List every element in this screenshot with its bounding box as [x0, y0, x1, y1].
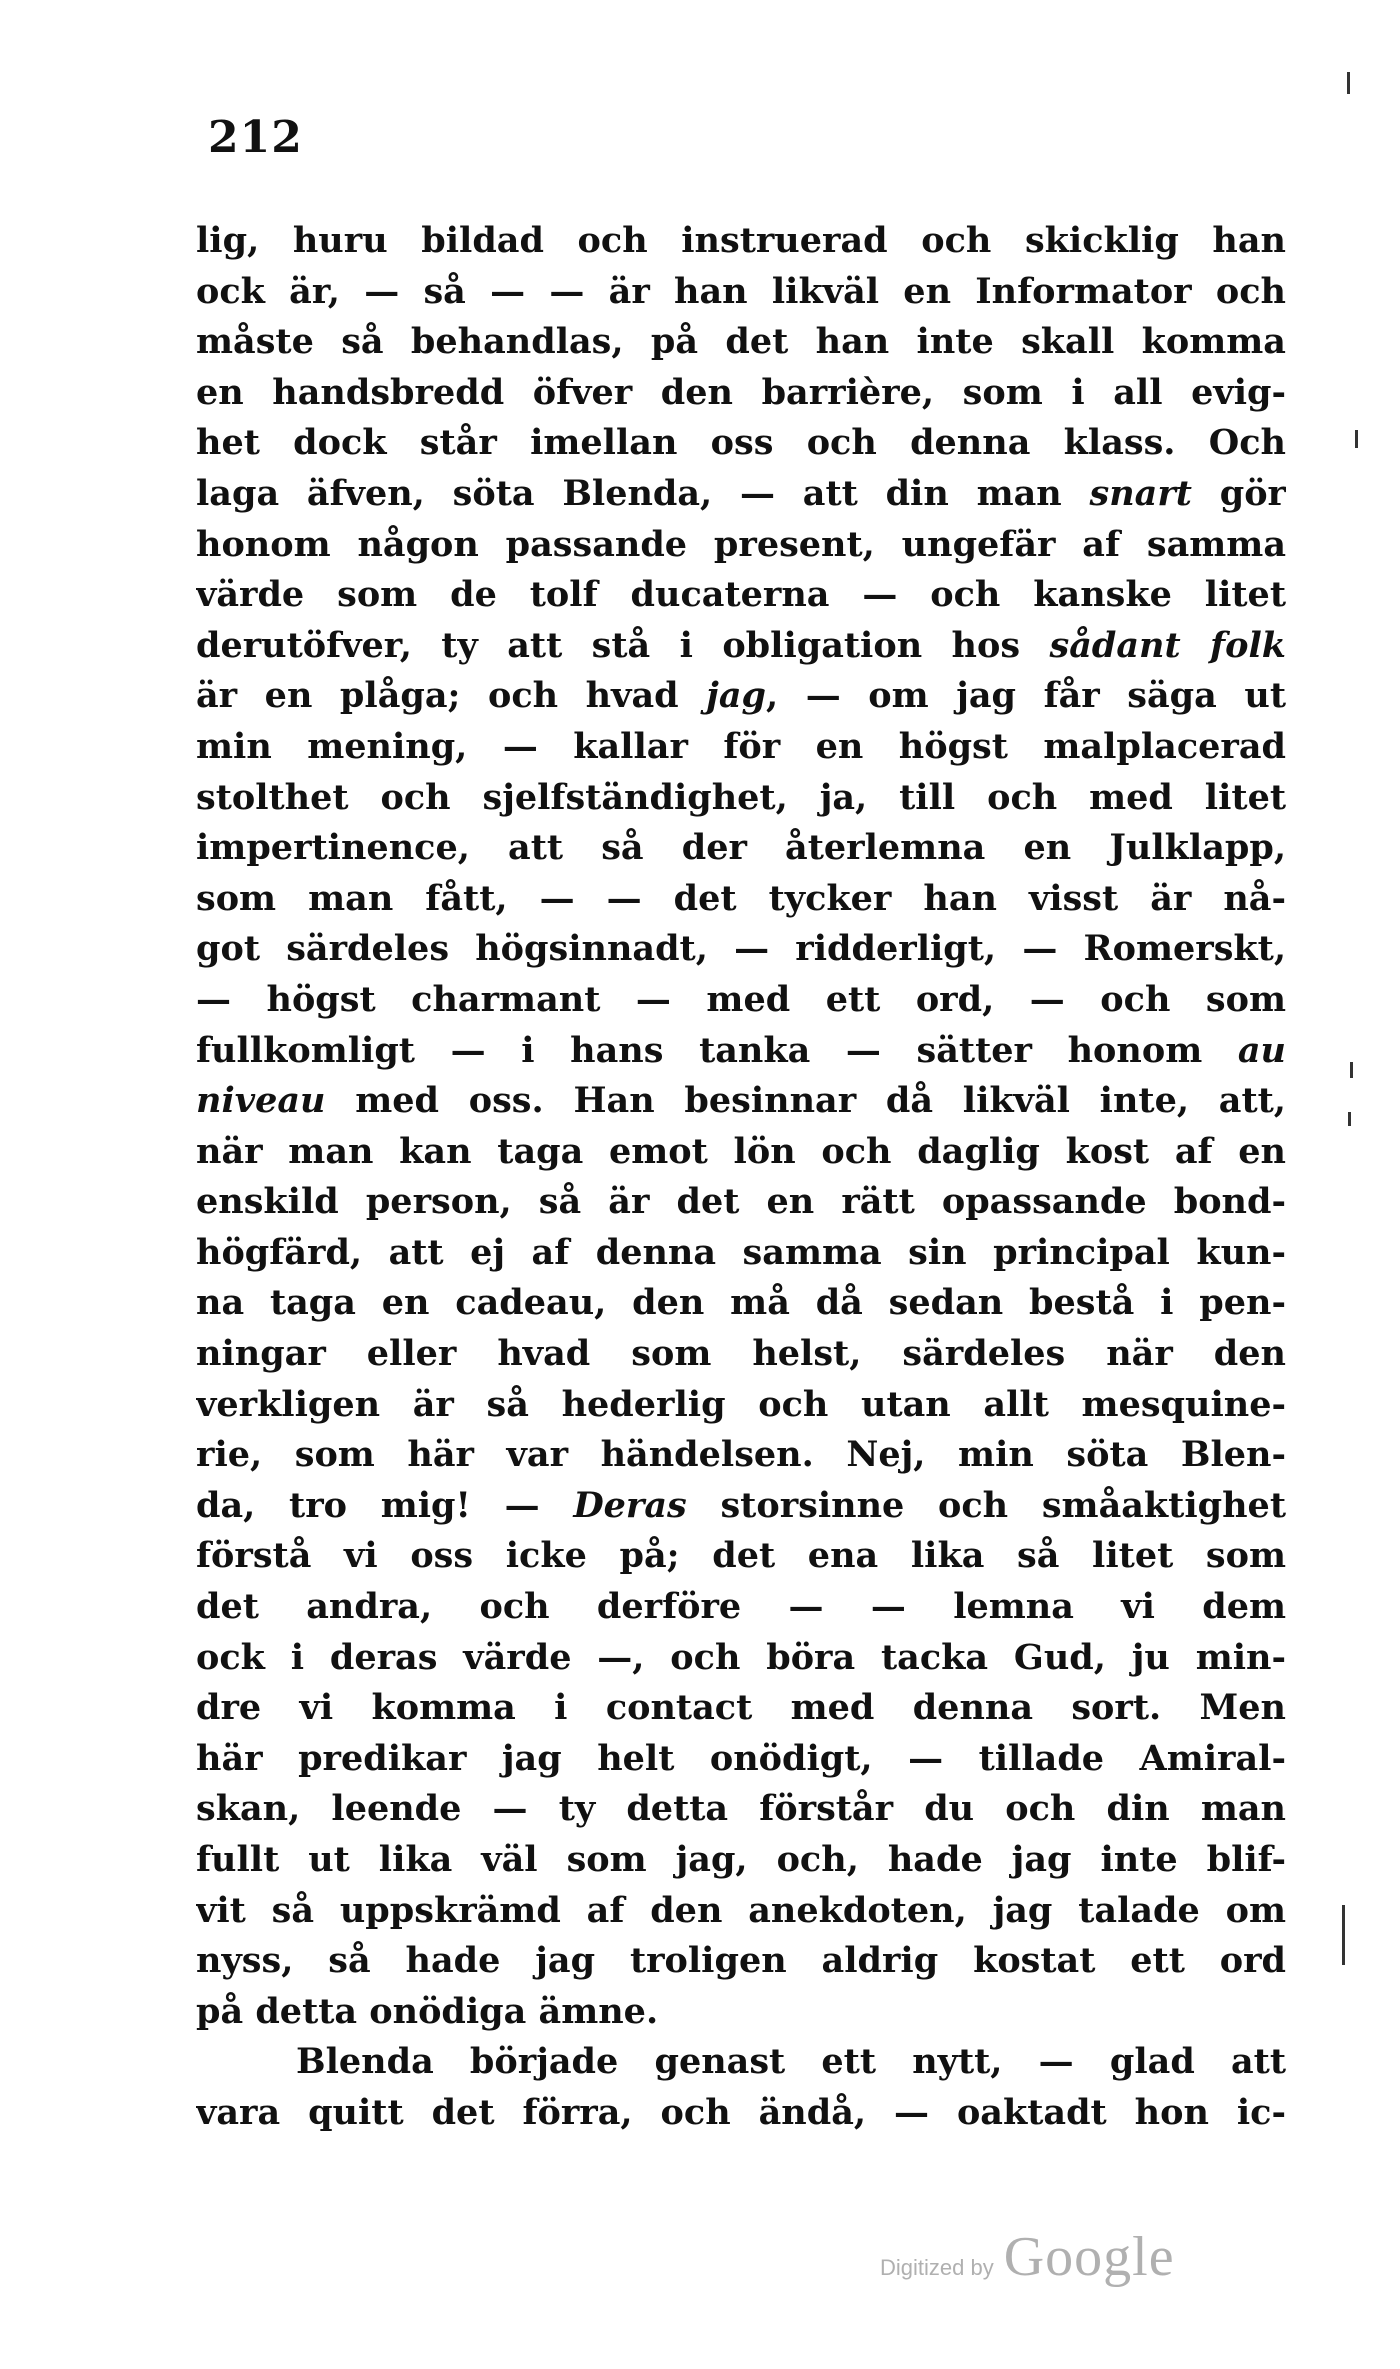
- italic-text: jag: [706, 675, 766, 717]
- text-span: ock i deras värde —, och böra tacka Gud, ju min-: [196, 1636, 1286, 1678]
- text-line: [196, 1633, 1286, 1684]
- text-span: enskild person, så är det en rätt opassande bond-: [196, 1181, 1286, 1223]
- text-span: min mening, — kallar för en högst malplacerad: [196, 725, 1286, 767]
- text-line: [196, 874, 1286, 925]
- digitized-by-watermark: [880, 2225, 1175, 2289]
- google-logo: Google: [1003, 2226, 1175, 2288]
- page-number: 212: [208, 112, 303, 163]
- text-line: [196, 671, 1286, 722]
- text-span: det andra, och derföre — — lemna vi dem: [196, 1586, 1286, 1628]
- text-span: som man fått, — — det tycker han visst är nå-: [196, 877, 1286, 919]
- text-span: derutöfver, ty att stå i obligation hos: [196, 624, 1050, 666]
- text-line: [196, 1582, 1286, 1633]
- text-line: [196, 1886, 1286, 1937]
- digitized-by-label: Digitized by: [880, 2255, 994, 2280]
- text-line: [196, 2037, 1286, 2088]
- text-span: honom någon passande present, ungefär af samma: [196, 523, 1286, 565]
- text-span: ningar eller hvad som helst, särdeles när den: [196, 1333, 1286, 1375]
- text-line: [196, 317, 1286, 368]
- italic-text: snart: [1089, 472, 1192, 514]
- text-line: [196, 216, 1286, 267]
- text-span: — högst charmant — med ett ord, — och som: [196, 978, 1286, 1020]
- text-line: [196, 773, 1286, 824]
- text-line: [196, 1936, 1286, 1987]
- text-line: [196, 1531, 1286, 1582]
- text-span: ock är, — så — — är han likväl en Informator och: [196, 270, 1286, 312]
- margin-mark: [1350, 1062, 1353, 1078]
- text-line: [196, 1026, 1286, 1077]
- text-line: [196, 2088, 1286, 2139]
- text-span: vara quitt det förra, och ändå, — oaktadt hon ic-: [196, 2091, 1286, 2133]
- text-line: [196, 267, 1286, 318]
- text-line: [196, 1481, 1286, 1532]
- text-line: [196, 1784, 1286, 1835]
- text-span: på detta onödiga ämne.: [196, 1990, 659, 2032]
- text-span: är en plåga; och hvad: [196, 675, 707, 717]
- italic-text: niveau: [196, 1080, 326, 1122]
- text-span: laga äfven, söta Blenda, — att din man: [196, 472, 1090, 514]
- text-line: [196, 368, 1286, 419]
- text-line: [196, 924, 1286, 975]
- text-line: [196, 1683, 1286, 1734]
- text-line: [196, 1177, 1286, 1228]
- text-line: [196, 1329, 1286, 1380]
- italic-text: Deras: [573, 1484, 687, 1526]
- text-span: fullkomligt — i hans tanka — sätter honom: [196, 1029, 1238, 1071]
- text-line: [196, 1835, 1286, 1886]
- text-span: storsinne och småaktighet: [686, 1484, 1286, 1526]
- text-span: het dock står imellan oss och denna klass. Och: [196, 422, 1286, 464]
- text-span: högfärd, att ej af denna samma sin principal kun-: [196, 1231, 1286, 1273]
- italic-text: au: [1237, 1029, 1286, 1071]
- text-span: lig, huru bildad och instruerad och skicklig han: [196, 220, 1286, 261]
- text-line: [196, 1076, 1286, 1127]
- body-text: [196, 216, 1286, 2139]
- text-line: [196, 975, 1286, 1026]
- text-line: [196, 570, 1286, 621]
- text-span: dre vi komma i contact med denna sort. Men: [196, 1687, 1286, 1729]
- text-line: [196, 1278, 1286, 1329]
- text-span: rie, som här var händelsen. Nej, min söta Blen-: [196, 1434, 1286, 1476]
- text-span: med oss. Han besinnar då likväl inte, att,: [325, 1080, 1286, 1122]
- text-line: [196, 823, 1286, 874]
- text-line: [196, 1430, 1286, 1481]
- text-span: stolthet och sjelfständighet, ja, till och med litet: [196, 776, 1286, 818]
- italic-text: sådant folk: [1049, 624, 1286, 666]
- text-span: impertinence, att så der återlemna en Julklapp,: [196, 827, 1286, 869]
- text-line: [196, 469, 1286, 520]
- text-span: en handsbredd öfver den barrière, som i all evig-: [196, 371, 1286, 413]
- text-line: [196, 1734, 1286, 1785]
- margin-mark: [1348, 1112, 1351, 1126]
- text-line: [196, 1987, 1286, 2038]
- text-span: nyss, så hade jag troligen aldrig kostat ett ord: [196, 1940, 1286, 1982]
- text-span: här predikar jag helt onödigt, — tillade Amiral-: [196, 1737, 1286, 1779]
- text-span: verkligen är så hederlig och utan allt mesquine-: [196, 1383, 1286, 1425]
- text-span: skan, leende — ty detta förstår du och din man: [196, 1788, 1286, 1830]
- margin-mark: [1347, 72, 1350, 94]
- text-line: [196, 1228, 1286, 1279]
- text-span: , — om jag får säga ut: [765, 675, 1286, 717]
- text-span: vit så uppskrämd af den anekdoten, jag talade om: [196, 1889, 1286, 1931]
- text-line: [196, 1127, 1286, 1178]
- text-span: na taga en cadeau, den må då sedan bestå i pen-: [196, 1282, 1286, 1324]
- text-span: fullt ut lika väl som jag, och, hade jag inte blif-: [196, 1839, 1286, 1880]
- text-span: när man kan taga emot lön och daglig kost af en: [196, 1130, 1286, 1172]
- margin-mark: [1355, 430, 1358, 448]
- text-span: da, tro mig! —: [196, 1484, 574, 1526]
- text-line: [196, 621, 1286, 672]
- text-line: [196, 722, 1286, 773]
- text-span: gör: [1191, 472, 1286, 514]
- text-span: värde som de tolf ducaterna — och kanske litet: [196, 574, 1286, 616]
- text-span: måste så behandlas, på det han inte skall komma: [196, 321, 1286, 363]
- margin-mark: [1342, 1905, 1345, 1965]
- text-span: got särdeles högsinnadt, — ridderligt, — Romerskt,: [196, 928, 1286, 970]
- text-line: [196, 418, 1286, 469]
- text-span: Blenda började genast ett nytt, — glad att: [296, 2041, 1286, 2083]
- text-line: [196, 520, 1286, 571]
- text-line: [196, 1380, 1286, 1431]
- text-span: förstå vi oss icke på; det ena lika så litet som: [196, 1535, 1286, 1577]
